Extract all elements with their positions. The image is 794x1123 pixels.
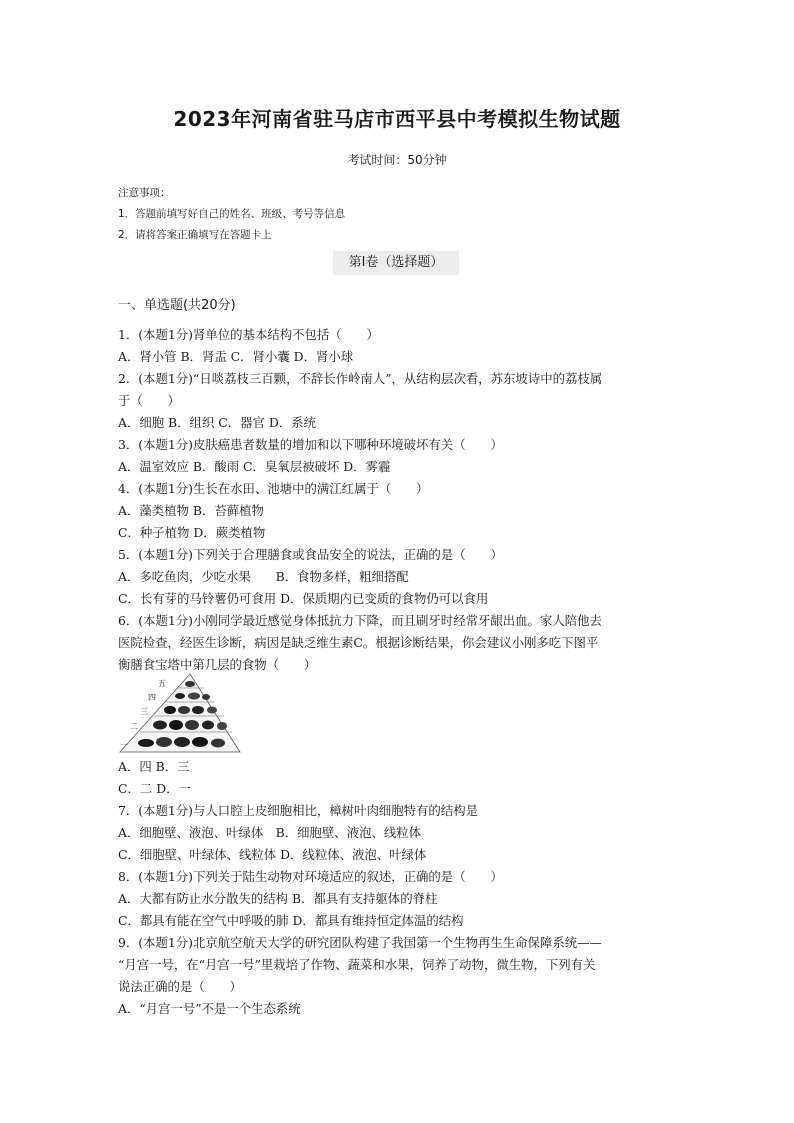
pyramid-level-label: 五 <box>158 679 166 688</box>
section-title: 第I卷（选择题） <box>333 251 459 275</box>
question-line: 9．(本题1分)北京航空航天大学的研究团队构建了我国第一个生物再生生命保障系统—— <box>118 935 602 950</box>
question-line: C．细胞壁、叶绿体、线粒体 D．线粒体、液泡、叶绿体 <box>118 847 427 862</box>
question-line: A．藻类植物 B．苔藓植物 <box>118 503 264 518</box>
question-line: A．大都有防止水分散失的结构 B．都具有支持躯体的脊柱 <box>118 891 438 906</box>
note-item: 1．答题前填写好自己的姓名、班级、考号等信息 <box>118 208 346 220</box>
food-pyramid-figure <box>118 672 242 754</box>
part-heading: 一、单选题(共20分) <box>118 298 236 313</box>
question-line: “月宫一号，在“月宫一号”里栽培了作物、蔬菜和水果，饲养了动物，微生物，下列有关 <box>118 957 596 972</box>
question-line: 2．(本题1分)“日啖荔枝三百颗，不辞长作岭南人”，从结构层次看，苏东坡诗中的荔枝属 <box>118 371 603 386</box>
question-line: A．温室效应 B．酸雨 C．臭氧层被破坏 D．雾霾 <box>118 459 391 474</box>
question-line: C．二 D．一 <box>118 781 191 796</box>
question-line: A．细胞 B．组织 C．器官 D．系统 <box>118 415 316 430</box>
question-line: 说法正确的是（ ） <box>118 979 242 994</box>
question-line: A．细胞壁、液泡、叶绿体 B．细胞壁、液泡、线粒体 <box>118 825 422 840</box>
question-line: 3．(本题1分)皮肤癌患者数量的增加和以下哪种环境破坏有关（ ） <box>118 437 503 452</box>
question-line: 于（ ） <box>118 393 180 408</box>
note-item: 2．请将答案正确填写在答题卡上 <box>118 229 272 241</box>
question-line: A．多吃鱼肉，少吃水果 B．食物多样，粗细搭配 <box>118 569 409 584</box>
question-line: 医院检查，经医生诊断，病因是缺乏维生素C。根据诊断结果，你会建议小刚多吃下图平 <box>118 635 599 650</box>
question-line: 6．(本题1分)小刚同学最近感觉身体抵抗力下降，而且刷牙时经常牙龈出血。家人陪他去 <box>118 613 602 628</box>
question-line: C．长有芽的马铃薯仍可食用 D．保质期内已变质的食物仍可以食用 <box>118 591 489 606</box>
pyramid-level-label: 二 <box>130 722 138 731</box>
pyramid-level-label: 三 <box>140 707 148 716</box>
question-line: 7．(本题1分)与人口腔上皮细胞相比，樟树叶肉细胞特有的结构是 <box>118 803 478 818</box>
notes-heading: 注意事项： <box>118 187 171 199</box>
question-line: C．都具有能在空气中呼吸的肺 D．都具有维持恒定体温的结构 <box>118 913 464 928</box>
question-line: A．四 B．三 <box>118 759 190 774</box>
question-line: 5．(本题1分)下列关于合理膳食或食品安全的说法，正确的是（ ） <box>118 547 503 562</box>
question-line: 8．(本题1分)下列关于陆生动物对环境适应的叙述，正确的是（ ） <box>118 869 503 884</box>
notes-block <box>118 183 345 246</box>
question-line: 1．(本题1分)肾单位的基本结构不包括（ ） <box>118 327 379 342</box>
exam-time: 考试时间：50分钟 <box>347 153 447 167</box>
page-title: 2023年河南省驻马店市西平县中考模拟生物试题 <box>173 107 621 131</box>
question-line: A．肾小管 B．肾盂 C．肾小囊 D．肾小球 <box>118 349 354 364</box>
question-line: 4．(本题1分)生长在水田、池塘中的满江红属于（ ） <box>118 481 429 496</box>
question-line: 衡膳食宝塔中第几层的食物（ ） <box>118 657 317 672</box>
pyramid-level-label: 一 <box>120 741 128 750</box>
question-line: C．种子植物 D．蕨类植物 <box>118 525 266 540</box>
pyramid-level-label: 四 <box>148 693 156 702</box>
question-line: A．“月宫一号”不是一个生态系统 <box>118 1001 301 1016</box>
